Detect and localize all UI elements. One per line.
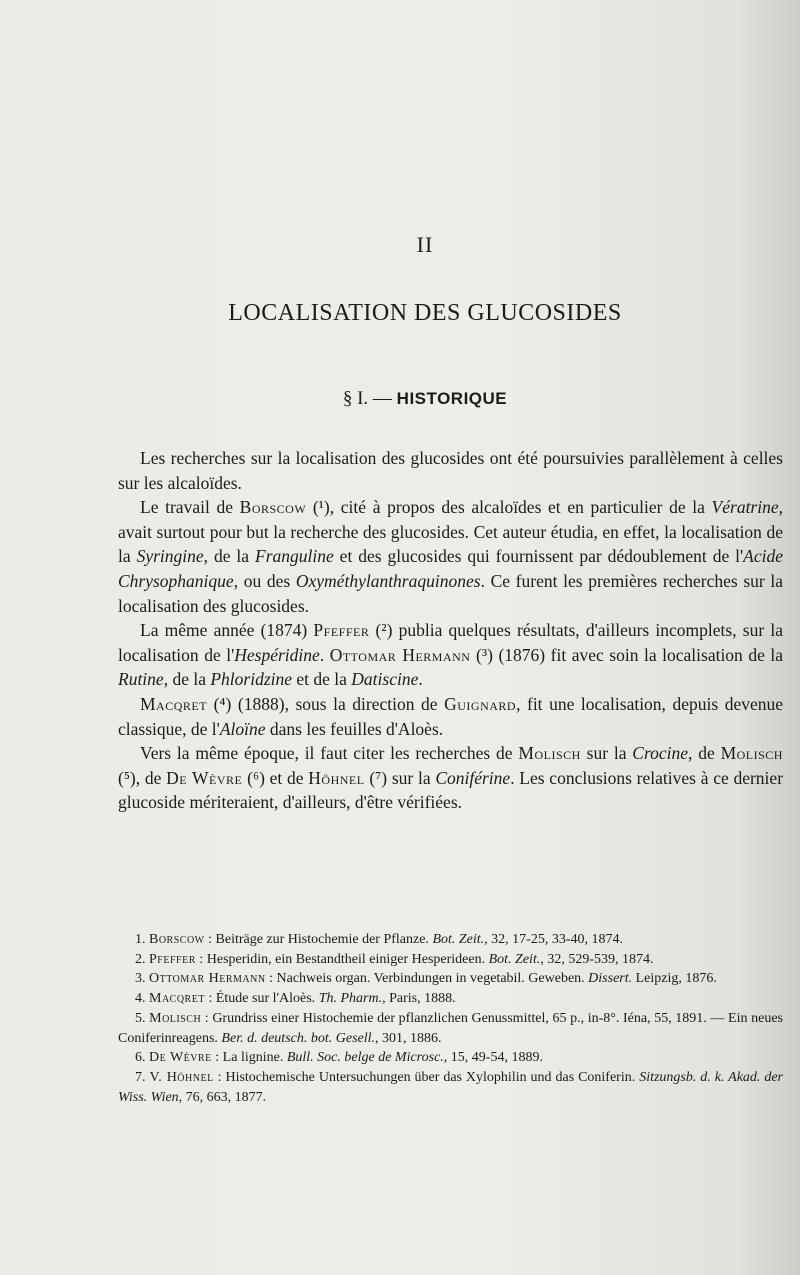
footnote-6: 6. De Wèvre : La lignine. Bull. Soc. belge de Microsc., 15, 49-54, 1889. bbox=[135, 1050, 543, 1066]
term-veratrine: Vératrine bbox=[711, 497, 779, 518]
term-oxymethylanthraquinones: Oxyméthylanthraquinones bbox=[295, 570, 481, 591]
term-syringine: Syringine bbox=[136, 546, 204, 567]
paragraph-5: Vers la même époque, il faut citer les recherches de Molisch sur la Crocine, de Molisch (⁵), de De Wèvre (⁶) et de Höhnel (⁷) sur la Coniférine. Les conclusions relatives à ce dernier glucoside mériteraient, d'ailleurs, d'être vérifiées. bbox=[118, 743, 784, 813]
footnote-1: 1. Borscow : Beiträge zur Histochemie der Pflanze. Bot. Zeit., 32, 17-25, 33-40, 1874. bbox=[135, 932, 623, 947]
term-hesperidine: Hespéridine bbox=[234, 644, 320, 665]
term-acide-chrysophanique: Acide Chrysophanique bbox=[118, 546, 784, 591]
note-ref-1: (¹) bbox=[312, 497, 330, 518]
term-crocine: Crocine bbox=[632, 743, 689, 764]
note-ref-7: (⁷) bbox=[369, 767, 388, 788]
term-rutine: Rutine bbox=[118, 669, 164, 690]
paragraph-1: Les recherches sur la localisation des glucosides ont été poursuivies parallèlement à celles sur les alcaloïdes. bbox=[118, 448, 783, 493]
paragraph-4: Macqret (⁴) (1888), sous la direction de Guignard, fit une localisation, depuis devenue classique, de l'Aloïne dans les feuilles d'Aloès. bbox=[118, 693, 784, 739]
author-hermann: Ottomar Hermann bbox=[329, 644, 471, 665]
author-molisch-2: Molisch bbox=[720, 743, 783, 764]
note-ref-2: (²) bbox=[375, 620, 393, 641]
section-title bbox=[0, 388, 800, 410]
note-ref-3: (³) bbox=[476, 644, 493, 665]
author-borscow: Borscow bbox=[239, 497, 307, 518]
term-phloridzine: Phloridzine bbox=[210, 669, 293, 690]
note-ref-6: (⁶) bbox=[247, 767, 265, 788]
author-guignard: Guignard bbox=[444, 693, 517, 714]
note-ref-4: (⁴) bbox=[213, 693, 232, 714]
note-ref-5: (⁵) bbox=[118, 767, 136, 788]
section-prefix: § I. — bbox=[342, 388, 397, 409]
footnote-7: 7. V. Höhnel : Histochemische Untersuchungen über das Xylophilin und das Coniferin. Sitzungsb. d. k. Akad. der Wiss. Wien, 76, 663, 1877. bbox=[118, 1069, 784, 1105]
author-de-wevre: De Wèvre bbox=[166, 767, 243, 788]
author-molisch: Molisch bbox=[518, 743, 581, 764]
section-heading: HISTORIQUE bbox=[396, 389, 508, 408]
footnote-4: 4. Macqret : Étude sur l'Aloès. Th. Pharm., Paris, 1888. bbox=[135, 991, 456, 1007]
footnote-3: 3. Ottomar Hermann : Nachweis organ. Verbindungen in vegetabil. Geweben. Dissert. Leipzig, 1876. bbox=[135, 971, 717, 987]
term-aloine: Aloïne bbox=[219, 718, 266, 739]
paragraph-3: La même année (1874) Pfeffer (²) publia quelques résultats, d'ailleurs incomplets, sur la localisation de l'Hespéridine. Ottomar Hermann (³) (1876) fit avec soin la localisation de la Rutine, de la Phloridzine et de la Datiscine. bbox=[118, 620, 784, 690]
term-coniferine: Coniférine bbox=[435, 767, 511, 788]
author-hohnel: Höhnel bbox=[308, 767, 365, 788]
footnotes bbox=[118, 930, 783, 1107]
author-pfeffer: Pfeffer bbox=[313, 620, 370, 641]
paragraph-2: Le travail de Borscow (¹), cité à propos des alcaloïdes et en particulier de la Vératrine, avait surtout pour but la recherche des glucosides. Cet auteur étudia, en effet, la localisation de la Syringine, de la Franguline et des glucosides qui fournissent par dédoublement de l'Acide Chrysophanique, ou des Oxyméthylanthraquinones. Ce furent les premières recherches sur la localisation des glucosides. bbox=[118, 497, 784, 616]
term-franguline: Franguline bbox=[255, 546, 334, 567]
footnote-2: 2. Pfeffer : Hesperidin, ein Bestandtheil einiger Hesperideen. Bot. Zeit., 32, 529-539, 1874. bbox=[135, 951, 654, 967]
chapter-title: LOCALISATION DES GLUCOSIDES bbox=[228, 300, 622, 326]
footnote-5: 5. Molisch : Grundriss einer Histochemie der pflanzlichen Genussmittel, 65 p., in-8°. Iéna, 55, 1891. — Ein neues Coniferinreagens. Ber. d. deutsch. bot. Gesell., 301, 1886. bbox=[118, 1010, 783, 1046]
author-macqret: Macqret bbox=[140, 693, 208, 714]
body-text bbox=[118, 446, 783, 815]
term-datiscine: Datiscine bbox=[351, 669, 419, 690]
chapter-number: II bbox=[416, 232, 434, 257]
